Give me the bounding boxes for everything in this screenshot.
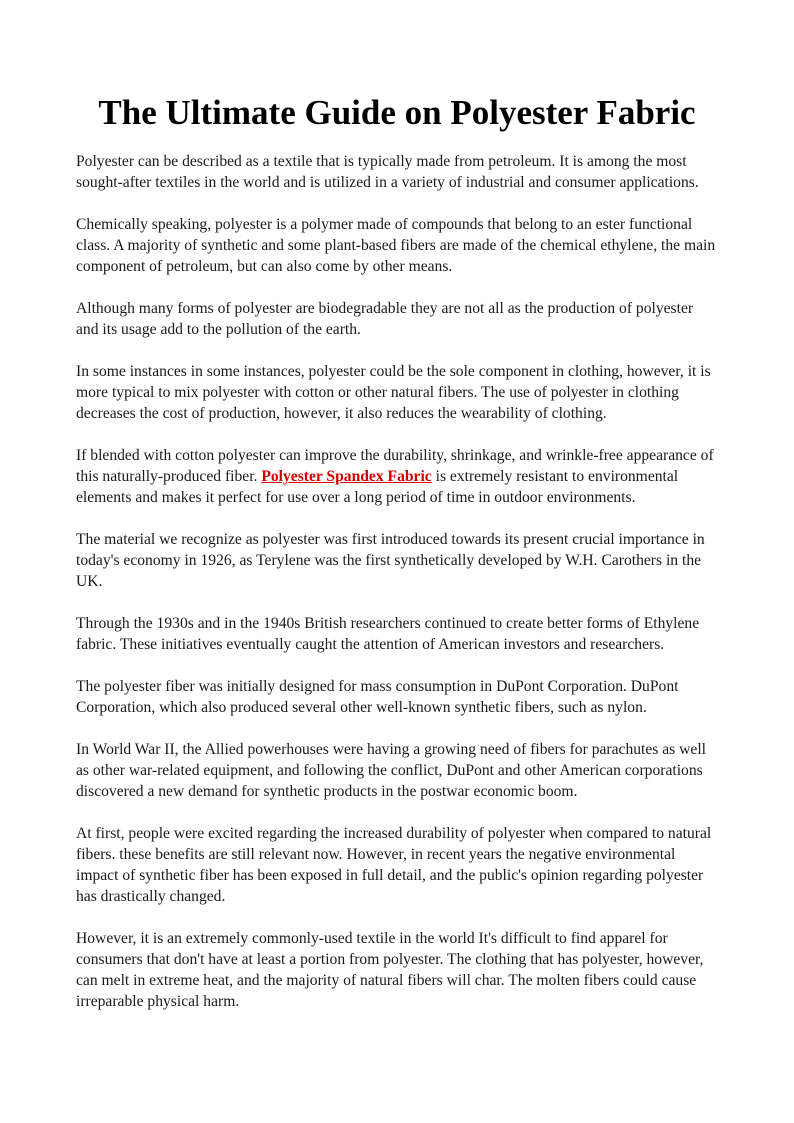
paragraph-2: Chemically speaking, polyester is a polymer made of compounds that belong to an ester functional class. A majority of synthetic and some plant-based fibers are made of the chemical ethylene, the main component of petroleum, but can also come by other means.	[76, 216, 716, 275]
paragraph-9: In World War II, the Allied powerhouses were having a growing need of fibers for parachutes as well as other war-related equipment, and following the conflict, DuPont and other American corporations discovered a new demand for synthetic products in the postwar economic boom.	[76, 741, 706, 800]
document-page	[76, 0, 718, 1033]
paragraph-6: The material we recognize as polyester was first introduced towards its present crucial importance in today's economy in 1926, as Terylene was the first synthetically developed by W.H. Carothers in the UK.	[76, 531, 705, 590]
paragraph-11: However, it is an extremely commonly-used textile in the world It's difficult to find apparel for consumers that don't have at least a portion from polyester. The clothing that has polyester, however, can melt in extreme heat, and the majority of natural fibers will char. The molten fibers could cause irreparable physical harm.	[76, 930, 704, 1010]
paragraph-4: In some instances in some instances, polyester could be the sole component in clothing, however, it is more typical to mix polyester with cotton or other natural fibers. The use of polyester in clothing decreases the cost of production, however, it also reduces the wearability of clothing.	[76, 363, 711, 422]
polyester-spandex-fabric-link[interactable]: Polyester Spandex Fabric	[261, 468, 432, 485]
paragraph-5-before: If blended with cotton polyester can improve the durability, shrinkage, and wrinkle-free appearance of this naturally-produced fiber.	[76, 447, 714, 485]
paragraph-1: Polyester can be described as a textile that is typically made from petroleum. It is among the most sought-after textiles in the world and is utilized in a variety of industrial and consumer applications.	[76, 153, 699, 191]
paragraph-7: Through the 1930s and in the 1940s British researchers continued to create better forms of Ethylene fabric. These initiatives eventually caught the attention of American investors and researchers.	[76, 615, 700, 653]
paragraph-8: The polyester fiber was initially designed for mass consumption in DuPont Corporation. DuPont Corporation, which also produced several other well-known synthetic fibers, such as nylon.	[76, 678, 679, 716]
paragraph-3: Although many forms of polyester are biodegradable they are not all as the production of polyester and its usage add to the pollution of the earth.	[76, 300, 694, 338]
article-body	[76, 151, 718, 1012]
paragraph-10: At first, people were excited regarding the increased durability of polyester when compared to natural fibers. these benefits are still relevant now. However, in recent years the negative environmental impact of synthetic fiber has been exposed in full detail, and the public's opinion regarding polyester has drastically changed.	[76, 825, 712, 905]
paragraph-5	[76, 445, 718, 508]
paragraph-5-after: is extremely resistant to environmental elements and makes it perfect for use over a long period of time in outdoor environments.	[76, 468, 679, 506]
page-title: The Ultimate Guide on Polyester Fabric	[98, 93, 696, 132]
